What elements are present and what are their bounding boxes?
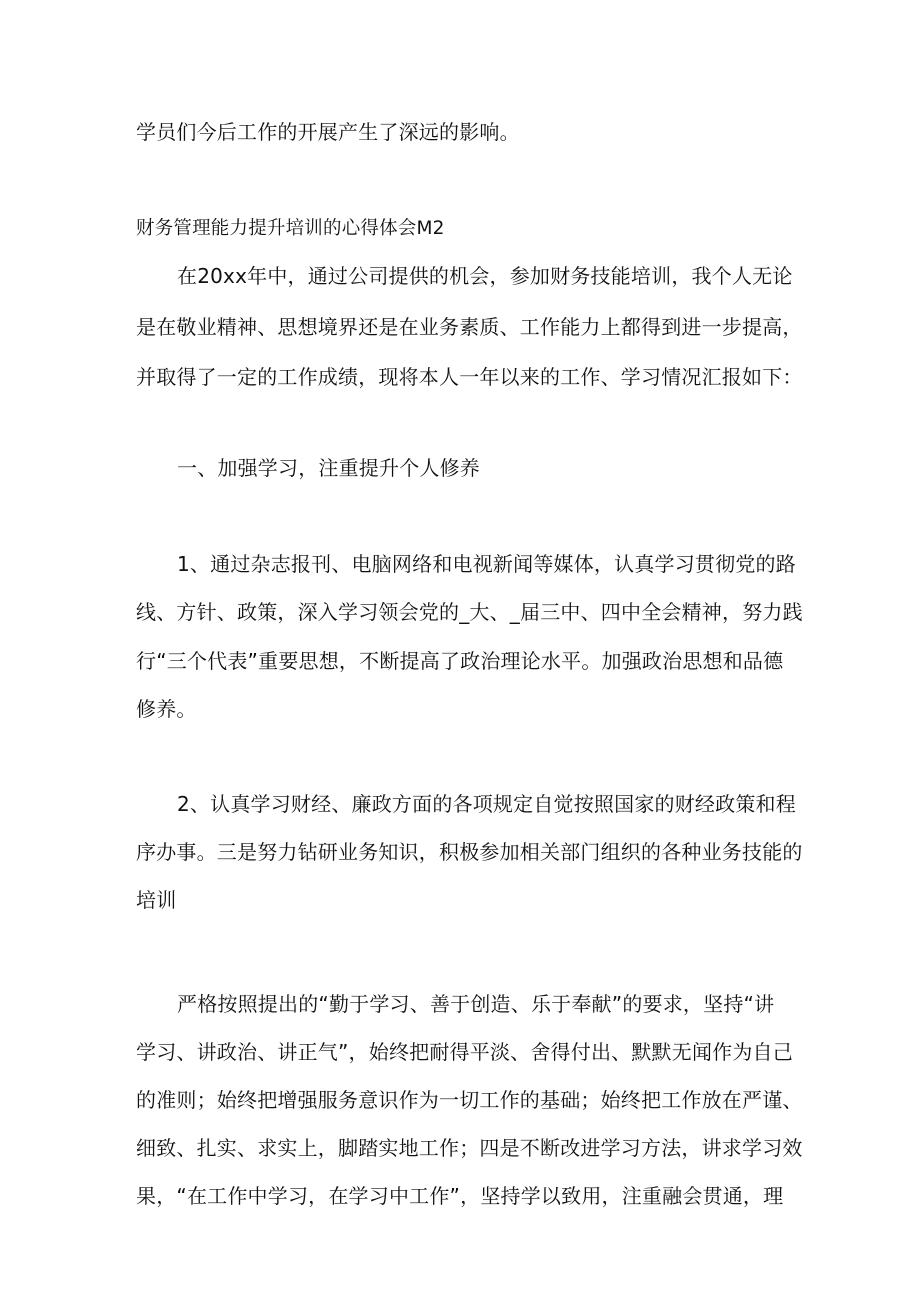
paragraph-line: 的准则；始终把增强服务意识作为一切工作的基础；始终把工作放在严谨、 <box>136 1088 803 1112</box>
text-line-continuation: 学员们今后工作的开展产生了深远的影响。 <box>136 120 520 144</box>
paragraph-line: 培训 <box>136 888 177 912</box>
paragraph-line: 并取得了一定的工作成绩，现将本人一年以来的工作、学习情况汇报如下： <box>136 365 803 389</box>
paragraph-line: 序办事。三是努力钻研业务知识，积极参加相关部门组织的各种业务技能的 <box>136 840 803 864</box>
list-item-line: 1、通过杂志报刊、电脑网络和电视新闻等媒体，认真学习贯彻党的路 <box>177 552 796 576</box>
paragraph-line: 严格按照提出的“勤于学习、善于创造、乐于奉献”的要求，坚持“讲 <box>177 992 775 1016</box>
paragraph-line: 修养。 <box>136 697 197 721</box>
paragraph-line: 学习、讲政治、讲正气”，始终把耐得平淡、舍得付出、默默无闻作为自己 <box>136 1040 793 1064</box>
section-title: 财务管理能力提升培训的心得体会M2 <box>136 218 445 239</box>
list-item-line: 2、认真学习财经、廉政方面的各项规定自觉按照国家的财经政策和程 <box>177 792 796 816</box>
paragraph-line: 细致、扎实、求实上，脚踏实地工作；四是不断改进学习方法，讲求学习效 <box>136 1136 803 1160</box>
paragraph-line: 果，“在工作中学习，在学习中工作”，坚持学以致用，注重融会贯通，理 <box>136 1184 784 1208</box>
paragraph-line: 在20xx年中，通过公司提供的机会，参加财务技能培训，我个人无论 <box>177 264 793 288</box>
heading-line: 一、加强学习，注重提升个人修养 <box>177 456 480 480</box>
paragraph-line: 线、方针、政策，深入学习领会党的_大、_届三中、四中全会精神，努力践 <box>136 600 803 624</box>
paragraph-line: 行“三个代表”重要思想，不断提高了政治理论水平。加强政治思想和品德 <box>136 649 784 673</box>
paragraph-line: 是在敬业精神、思想境界还是在业务素质、工作能力上都得到进一步提高， <box>136 315 803 339</box>
